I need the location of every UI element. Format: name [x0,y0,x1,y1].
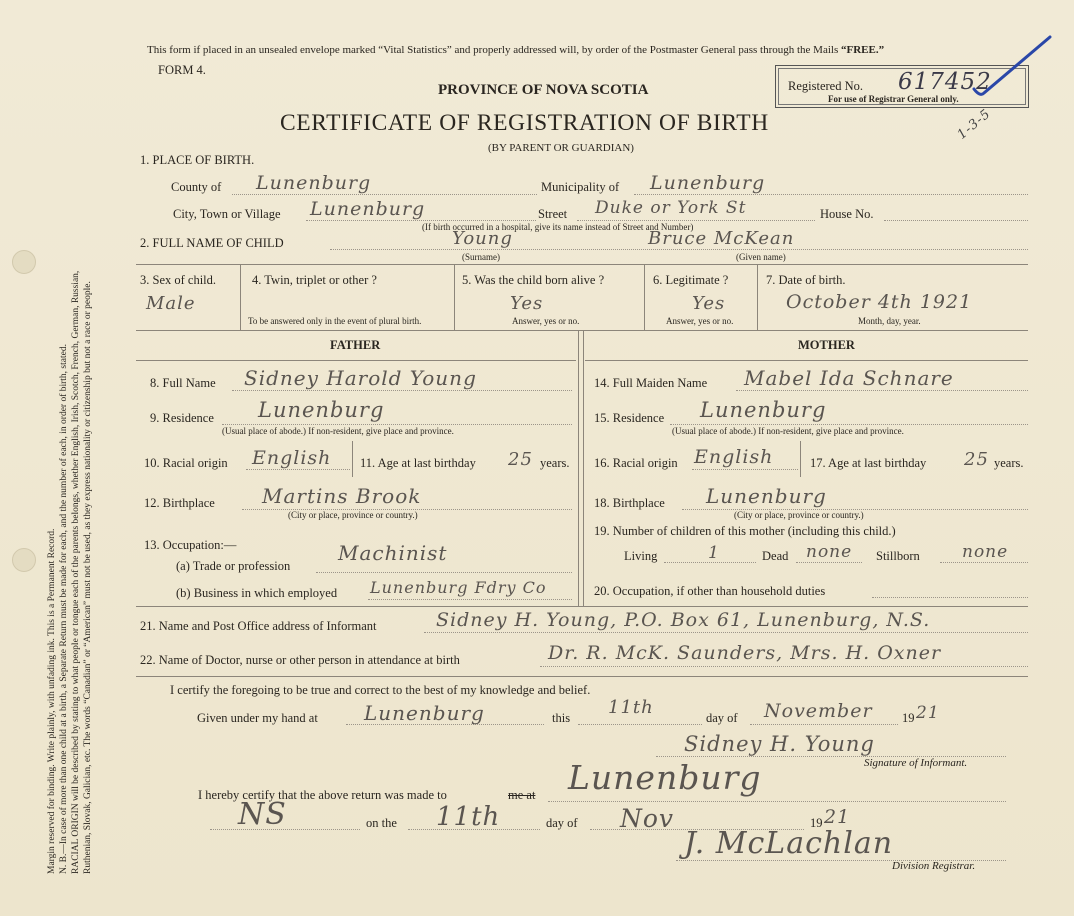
dead-value: none [806,542,853,562]
father-racial-label: 10. Racial origin [144,456,228,470]
father-res-note: (Usual place of abode.) If non-resident, give place and province. [222,426,454,436]
dead-line [796,562,862,563]
alive-label: 5. Was the child born alive ? [462,273,605,287]
registrar-day-of-label: day of [546,816,578,830]
mother-age-value: 25 [964,449,989,470]
county-value: Lunenburg [256,172,372,194]
registrar-place-line [548,801,1006,802]
registrar-year-prefix: 19 [810,816,823,830]
rule [136,264,1028,265]
father-res-value: Lunenburg [258,398,385,422]
given-label: Given under my hand at [197,711,318,725]
father-age-label: 11. Age at last birthday [360,456,476,470]
registrar-day-value: 11th [436,802,501,832]
informant-signature-caption: Signature of Informant. [864,757,968,769]
certificate-subtitle: (BY PARENT OR GUARDIAN) [488,142,634,154]
child-name-line [330,249,1028,250]
given-place-value: Lunenburg [364,701,485,725]
trade-value: Machinist [338,541,448,565]
registrar-statement: I hereby certify that the above return was made to [198,788,447,802]
doctor-label: 22. Name of Doctor, nurse or other person in attendance at birth [140,653,460,667]
registrar-place-value: Lunenburg [568,758,762,797]
legit-value: Yes [692,293,726,314]
side-notes [46,54,94,874]
stillborn-line [940,562,1028,563]
registered-number: 617452 [898,69,992,95]
informant-label: 21. Name and Post Office address of Informant [140,619,377,633]
stillborn-label: Stillborn [876,549,920,563]
informant-line [424,632,1028,633]
dob-value: October 4th 1921 [786,291,973,313]
registered-label: Registered No. [788,79,863,93]
side-note-line: Margin reserved for binding. Write plainly, with unfading ink. This is a Permanent Record. [47,528,57,874]
surname-caption: (Surname) [462,252,500,262]
sex-value: Male [146,293,196,314]
house-line [884,220,1028,221]
rule [800,441,801,477]
initials-line [210,829,360,830]
registrar-note: For use of Registrar General only. [828,94,959,104]
children-label: 19. Number of children of this mother (including this child.) [594,524,896,538]
rule [583,330,584,606]
twin-label: 4. Twin, triplet or other ? [252,273,377,287]
dob-label: 7. Date of birth. [766,273,846,287]
father-age-value: 25 [508,449,533,470]
mother-res-label: 15. Residence [594,411,665,425]
margin-number-mark: 1-3-5 [954,106,994,143]
alive-note: Answer, yes or no. [512,316,580,326]
doctor-value: Dr. R. McK. Saunders, Mrs. H. Oxner [548,642,942,664]
rule [454,264,455,330]
living-label: Living [624,549,658,563]
province-heading: PROVINCE OF NOVA SCOTIA [438,82,649,98]
father-birthplace-note: (City or place, province or country.) [288,510,418,520]
mother-birthplace-value: Lunenburg [706,484,827,508]
business-value: Lunenburg Fdry Co [370,578,547,597]
blue-check-mark-icon [972,33,1054,101]
form-number: FORM 4. [158,63,206,77]
mother-age-label: 17. Age at last birthday [810,456,927,470]
mother-name-value: Mabel Ida Schnare [744,366,954,390]
binding-hole [12,250,36,274]
father-name-line [232,390,572,391]
trade-line [316,572,572,573]
mother-birthplace-note: (City or place, province or country.) [734,510,864,520]
side-note-line: RACIAL ORIGIN will be described by stating to what people or tongue each of the parents belongs, whether English, Irish, Scotch, French, German, Russian, [71,270,81,874]
free-label: “FREE.” [840,44,885,56]
registrar-signature-caption: Division Registrar. [892,860,976,872]
rule [136,606,1028,607]
father-name-label: 8. Full Name [150,376,216,390]
sex-label: 3. Sex of child. [140,273,217,287]
stillborn-value: none [962,542,1009,562]
day-line [578,724,702,725]
rule [136,360,576,361]
rule [578,330,579,606]
child-name-label: 2. FULL NAME OF CHILD [140,236,284,250]
registrar-signature: J. McLachlan [684,826,894,861]
twin-note: To be answered only in the event of plural birth. [248,316,422,326]
house-label: House No. [820,207,874,221]
father-occ-label: 13. Occupation:— [144,538,237,552]
place-section-label: 1. PLACE OF BIRTH. [140,153,255,167]
legit-note: Answer, yes or no. [666,316,734,326]
father-name-value: Sidney Harold Young [244,366,477,390]
father-years: years. [540,456,570,470]
rule [352,441,353,477]
this-label: this [552,711,571,725]
mail-note-text: This form if placed in an unsealed envelope marked “Vital Statistics” and properly addressed will, by order of the Postmaster General pass through the Mails [147,44,839,56]
given-caption: (Given name) [736,252,786,262]
mother-name-line [736,390,1028,391]
rule [240,264,241,330]
mother-res-note: (Usual place of abode.) If non-resident, give place and province. [672,426,904,436]
municipality-value: Lunenburg [650,172,766,194]
mother-res-value: Lunenburg [700,398,827,422]
mother-racial-line [692,469,798,470]
month-value: November [764,700,873,722]
street-label: Street [538,207,568,221]
rule [757,264,758,330]
on-the-label: on the [366,816,397,830]
day-value: 11th [608,697,654,718]
municipality-label: Municipality of [541,180,620,194]
city-label: City, Town or Village [173,207,281,221]
rule [644,264,645,330]
struck-text: me at [508,788,536,802]
mother-occ-label: 20. Occupation, if other than household duties [594,584,826,598]
registrar-initials: NS [238,797,287,832]
mother-racial-value: English [694,446,774,468]
mail-note [147,44,884,56]
dead-label: Dead [762,549,789,563]
mother-name-label: 14. Full Maiden Name [594,376,708,390]
mother-birthplace-label: 18. Birthplace [594,496,665,510]
rule [585,360,1028,361]
business-line [368,599,572,600]
father-heading: FATHER [330,338,381,352]
child-given-value: Bruce McKean [648,228,795,249]
mother-heading: MOTHER [798,338,855,352]
father-res-label: 9. Residence [150,411,214,425]
municipality-line [634,194,1028,195]
father-birthplace-label: 12. Birthplace [144,496,215,510]
registrar-year-value: 21 [824,806,851,828]
month-line [750,724,898,725]
informant-value: Sidney H. Young, P.O. Box 61, Lunenburg, N.S. [436,609,931,631]
mother-years: years. [994,456,1024,470]
legit-label: 6. Legitimate ? [653,273,729,287]
day-of-label: day of [706,711,738,725]
dob-note: Month, day, year. [858,316,921,326]
father-res-line [222,424,572,425]
registrar-month-value: Nov [620,804,675,833]
binding-hole [12,548,36,572]
living-value: 1 [708,543,720,563]
father-racial-line [246,469,350,470]
street-value: Duke or York St [595,198,747,218]
certify-statement: I certify the foregoing to be true and correct to the best of my knowledge and belief. [170,683,591,697]
certificate-title: CERTIFICATE OF REGISTRATION OF BIRTH [280,110,769,136]
year-value: 21 [916,703,940,723]
informant-signature: Sidney H. Young [684,732,875,756]
business-label: (b) Business in which employed [176,586,338,600]
city-line [306,220,536,221]
father-birthplace-value: Martins Brook [262,484,422,508]
doctor-line [540,666,1028,667]
hospital-note: (If birth occurred in a hospital, give its name instead of Street and Number) [422,222,694,232]
trade-label: (a) Trade or profession [176,559,291,573]
mother-racial-label: 16. Racial origin [594,456,678,470]
county-label: County of [171,180,222,194]
city-value: Lunenburg [310,198,426,220]
rule [136,330,1028,331]
alive-value: Yes [510,293,544,314]
year-prefix: 19 [902,711,915,725]
side-note-line: N. B.—In case of more than one child at a birth, a Separate Return must be made for each, and the number of each, in order of birth, stated. [59,344,69,874]
father-racial-value: English [252,447,332,469]
child-surname-value: Young [452,228,513,249]
county-line [232,194,537,195]
street-line [577,220,815,221]
mother-occ-line [872,597,1028,598]
mother-res-line [670,424,1028,425]
side-note-line: Ruthenian, Slovak, Galician, etc. The words “Canadian” or “American” must not be used, as they express nationality or citizenship but not a race or people. [83,281,93,874]
rule [136,676,1028,677]
